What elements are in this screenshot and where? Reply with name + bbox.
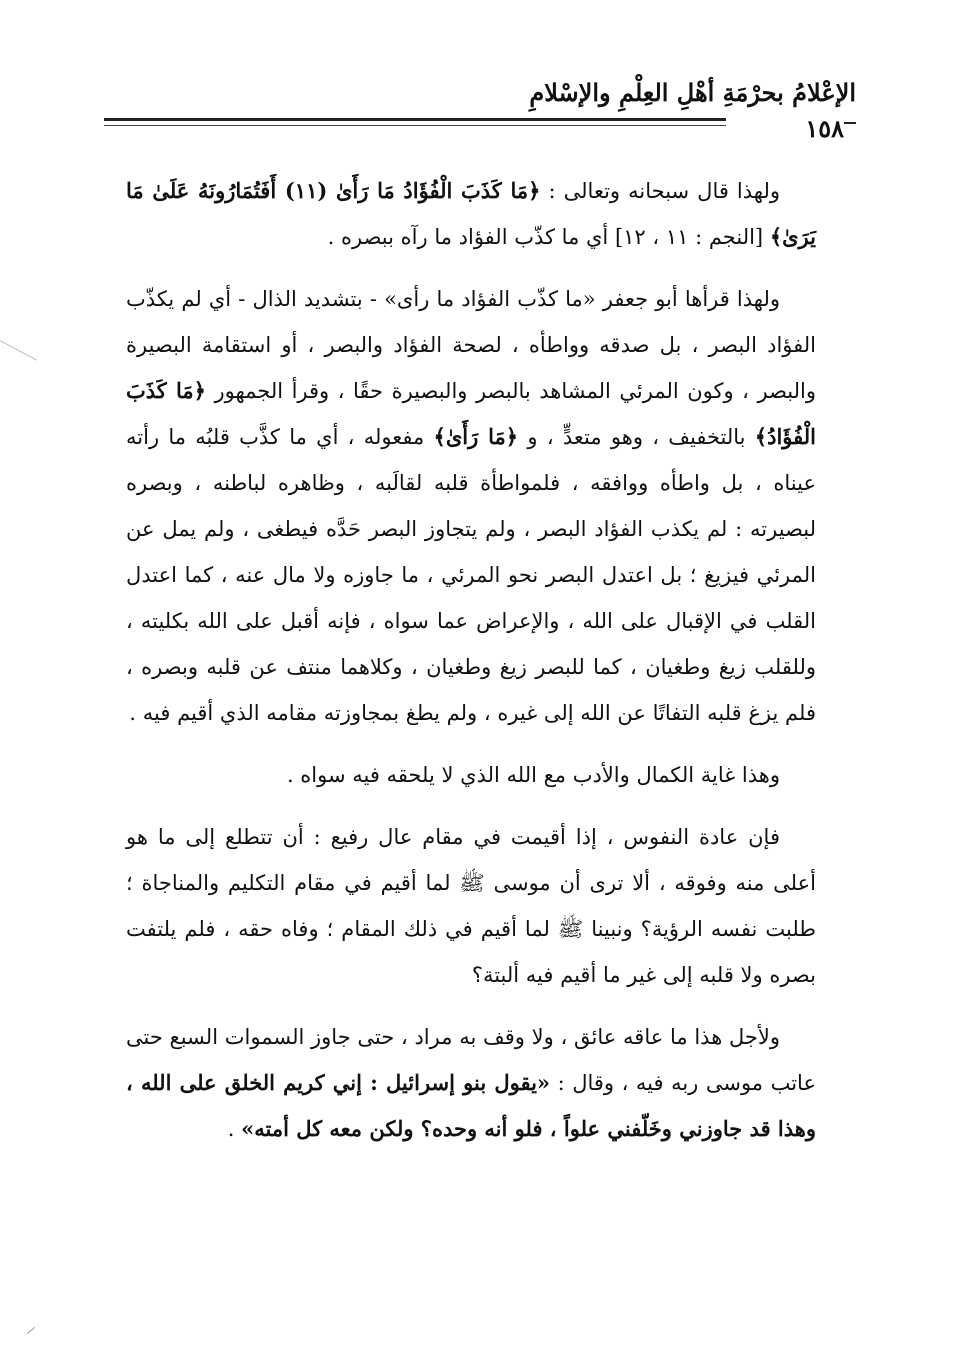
paragraph-1-explanation: [النجم : ١١ ، ١٢] أي ما كذّب الفؤاد ما رآه ببصره . [327, 225, 770, 249]
quran-phrase-2: ﴿مَا رَأَىٰ﴾ [433, 424, 519, 449]
paragraph-5 [126, 1014, 816, 1152]
page-number: ١٥٨ [805, 114, 844, 143]
scan-corner-mark [27, 1327, 35, 1334]
running-header-title: الإعْلامُ بحرْمَةِ أهْلِ العِلْمِ والإسْلامِ [529, 78, 856, 107]
paragraph-2-part-3: مفعوله ، أي ما كذَّب قلبُه ما رأته عيناه ، بل واطأه ووافقه ، فلمواطأة قلبه لقالَبه ، وظاهره لباطنه ، وبصره لبصيرته : لم يكذب الفؤاد البصر ، ولم يتجاوز البصر حَدَّه فيطغى ، ولم يمل عن المرئي فيزيغ ؛ بل اعتدل البصر نحو المرئي ، ما جاوزه ولا مال عنه ، كما اعتدل القلب في الإقبال على الله ، والإعراض عما سواه ، فإنه أقبل على الله بكليته ، وللقلب زيغ وطغيان ، كما للبصر زيغ وطغيان ، وكلاهما منتف عن قلبه وبصره ، فلم يزغ قلبه التفاتًا عن الله إلى غيره ، ولم يطغ بمجاوزته مقامه الذي أقيم فيه . [126, 425, 816, 725]
paragraph-3-text: وهذا غاية الكمال والأدب مع الله الذي لا يلحقه فيه سواه . [286, 763, 780, 787]
scan-margin-line [0, 340, 37, 361]
paragraph-5-part-2: . [227, 1117, 242, 1141]
header-rule-thick [104, 118, 726, 121]
paragraph-2 [126, 276, 816, 736]
page-number-rule [844, 122, 856, 124]
paragraph-2-part-1: ولهذا قرأها أبو جعفر «ما كذّب الفؤاد ما رأى» - بتشديد الذال - أي لم يكذّب الفؤاد البصر ، بل صدقه وواطأه ، لصحة الفؤاد والبصر ، أو استقامة البصيرة والبصر ، وكون المرئي المشاهد بالبصر والبصيرة حقًا ، وقرأ الجمهور [126, 287, 817, 403]
paragraph-1-intro: ولهذا قال سبحانه وتعالى : [540, 179, 781, 203]
header-rule-thin [104, 125, 726, 126]
paragraph-4-text: فإن عادة النفوس ، إذا أقيمت في مقام عال رفيع : أن تتطلع إلى ما هو أعلى منه وفوقه ، ألا ترى أن موسى ﷺ لما أقيم في مقام التكليم والمناجاة ؛ طلبت نفسه الرؤية؟ ونبينا ﷺ لما أقيم في ذلك المقام ؛ وفاه حقه ، فلم يلتفت بصره ولا قلبه إلى غير ما أقيم فيه ألبتة؟ [126, 825, 816, 987]
paragraph-5-part-1: ولأجل هذا ما عاقه عائق ، ولا وقف به مراد ، حتى جاوز السموات السبع حتى عاتب موسى ربه فيه ، وقال : [126, 1025, 816, 1095]
page-body [126, 168, 816, 1168]
paragraph-1 [126, 168, 816, 260]
paragraph-3 [126, 752, 816, 798]
quran-phrase-1: ﴿مَا كَذَبَ الْفُؤَادُ﴾ [126, 378, 816, 449]
quran-verse-najm: ﴿مَا كَذَبَ الْفُؤَادُ مَا رَأَىٰ (١١) أَفَتُمَارُونَهُ عَلَىٰ مَا يَرَىٰ﴾ [126, 178, 816, 249]
hadith-quote: «يقول بنو إسرائيل : إني كريم الخلق على الله ، وهذا قد جاوزني وخَلّفني علواً ، فلو أنه وحده؟ ولكن معه كل أمته» [126, 1070, 816, 1141]
paragraph-4 [126, 814, 816, 998]
paragraph-2-part-2: بالتخفيف ، وهو متعدٍّ ، و [518, 425, 755, 449]
